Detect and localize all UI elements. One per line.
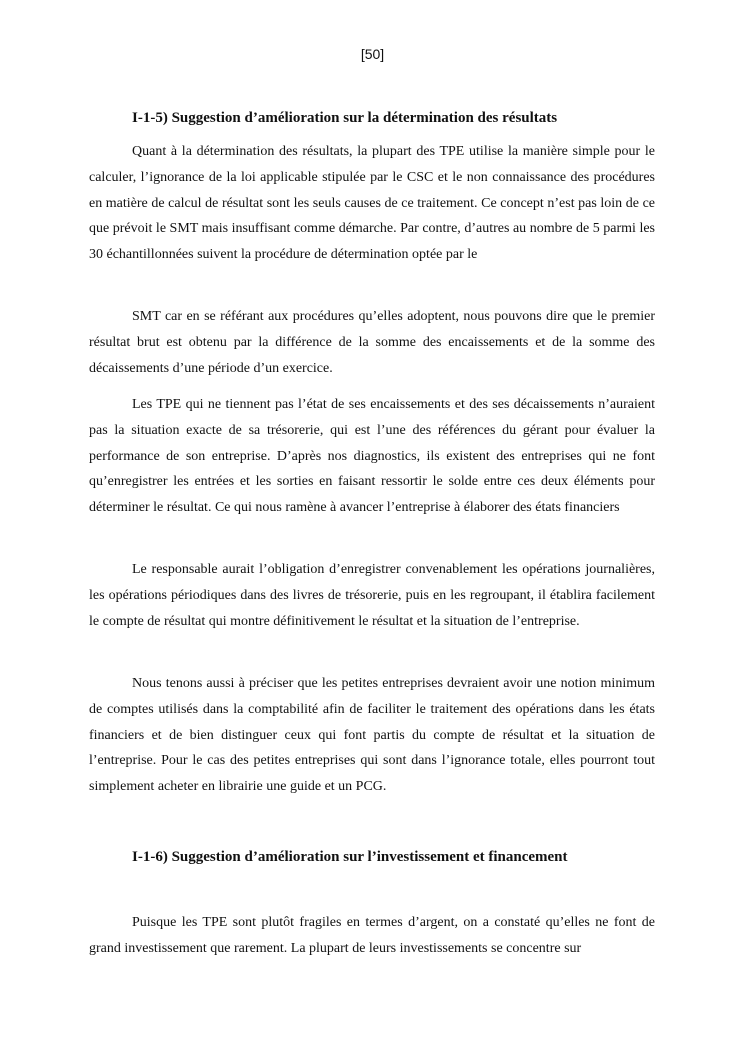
paragraph-results-4: Le responsable aurait l’obligation d’enregistrer convenablement les opérations journalières, les opérations périodiques dans des livres de trésorerie, puis en les regroupant, il établira facilement le compte de résultat qui montre définitivement le résultat et la situation de l’entreprise. bbox=[89, 562, 655, 629]
paragraph-investment-1: Puisque les TPE sont plutôt fragiles en termes d’argent, on a constaté qu’elles ne font de grand investissement que rarement. La plupart de leurs investissements se concentre sur bbox=[89, 915, 655, 956]
page-number: [50] bbox=[360, 46, 385, 62]
section-heading-results: I-1-5) Suggestion d’amélioration sur la détermination des résultats bbox=[132, 110, 558, 126]
section-heading-investment: I-1-6) Suggestion d’amélioration sur l’investissement et financement bbox=[132, 849, 568, 865]
paragraph-results-5: Nous tenons aussi à préciser que les petites entreprises devraient avoir une notion minimum de comptes utilisés dans la comptabilité afin de faciliter le traitement des opérations dans les états financiers et de bien distinguer ceux qui font partis du compte de résultat et la situation de l’entreprise. Pour le cas des petites entreprises qui sont dans l’ignorance totale, elles pourront tout simplement acheter en librairie une guide et un PCG. bbox=[89, 676, 655, 795]
paragraph-results-1: Quant à la détermination des résultats, la plupart des TPE utilise la manière simple pour le calculer, l’ignorance de la loi applicable stipulée par le CSC et le non connaissance des procédures en matière de calcul de résultat sont les seuls causes de ce traitement. Ce concept n’est pas loin de ce que prévoit le SMT mais insuffisant comme démarche. Par contre, d’autres au nombre de 5 parmi les 30 échantillonnées suivent la procédure de détermination optée par le bbox=[89, 144, 655, 263]
paragraph-results-2: SMT car en se référant aux procédures qu’elles adoptent, nous pouvons dire que le premier résultat brut est obtenu par la différence de la somme des encaissements et de la somme des décaissements d’une période d’un exercice. bbox=[89, 309, 655, 376]
paragraph-results-3: Les TPE qui ne tiennent pas l’état de ses encaissements et des ses décaissements n’auraient pas la situation exacte de sa trésorerie, qui est l’une des références du gérant pour évaluer la performance de son entreprise. D’après nos diagnostics, ils existent des entreprises qui ne font qu’enregistrer les entrées et les sorties en faisant ressortir le solde entre ces deux éléments pour déterminer le résultat. Ce qui nous ramène à avancer l’entreprise à élaborer des états financiers bbox=[89, 397, 655, 516]
